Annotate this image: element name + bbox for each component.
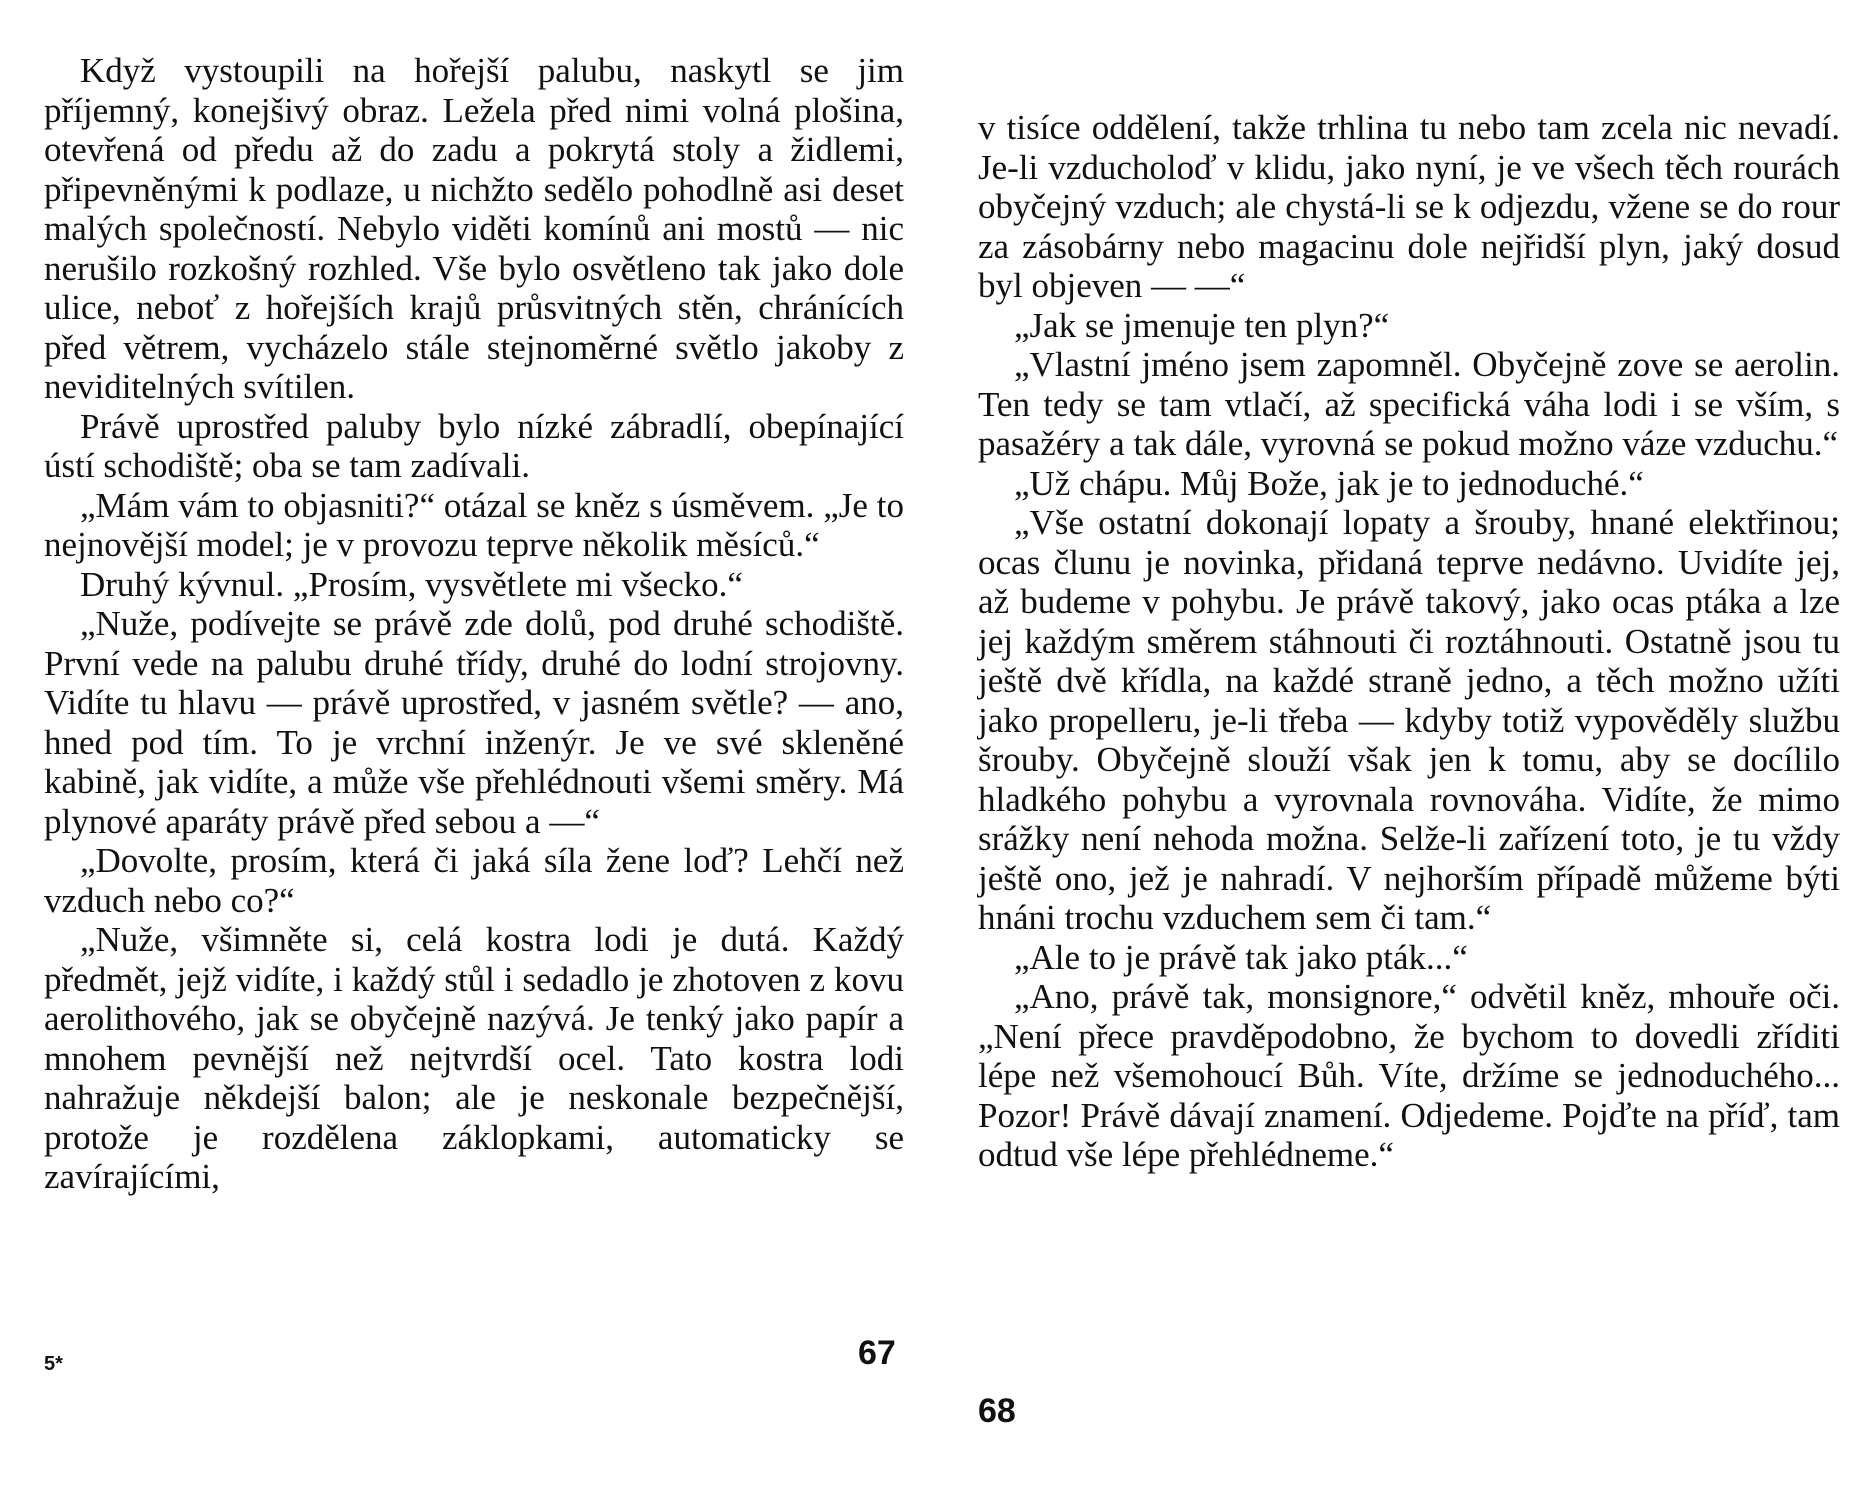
page-number: 68 (978, 1392, 1016, 1430)
right-page (932, 0, 1864, 1500)
paragraph: „Mám vám to objasniti?“ otázal se kněz s úsměvem. „Je to nejnovější model; je v provozu teprve několik měsíců.“ (44, 485, 904, 564)
signature-mark: 5* (44, 1353, 63, 1375)
paragraph: Právě uprostřed paluby bylo nízké zábradlí, obepínající ústí schodiště; oba se tam zadívali. (44, 406, 904, 485)
paragraph: „Vše ostatní dokonají lopaty a šrouby, hnané elektřinou; ocas člunu je novinka, přidaná teprve nedávno. Uvidíte jej, až budeme v pohybu. Je právě takový, jako ocas ptáka a lze jej každým směrem stáhnouti či roztáhnouti. Ostatně jsou tu ještě dvě křídla, na každé straně jedno, a těch možno užíti jako propelleru, je-li třeba — kdyby totiž vypověděly službu šrouby. Obyčejně slouží však jen k tomu, aby se docílilo hladkého pohybu a vyrovnala rovnováha. Vidíte, že mimo srážky není nehoda možna. Selže-li zařízení toto, je tu vždy ještě ono, jež je nahradí. V nejhorším případě můžeme býti hnáni trochu vzduchem sem či tam.“ (978, 503, 1840, 937)
paragraph: „Dovolte, prosím, která či jaká síla žene loď? Lehčí než vzduch nebo co?“ (44, 841, 904, 920)
paragraph: „Nuže, všimněte si, celá kostra lodi je dutá. Každý předmět, jejž vidíte, i každý stůl i sedadlo je zhotoven z kovu aerolithového, jak se obyčejně nazývá. Je tenký jako papír a mnohem pevnější než nejtvrdší ocel. Tato kostra lodi nahražuje někdejší balon; ale je neskonale bezpečnější, protože je rozdělena záklopkami, automaticky se zavírajícími, (44, 920, 904, 1196)
right-page-text (978, 108, 1840, 1175)
paragraph: „Jak se jmenuje ten plyn?“ (1014, 305, 1390, 345)
paragraph: v tisíce oddělení, takže trhlina tu nebo tam zcela nic nevadí. Je-li vzducholoď v klidu, jako nyní, je ve všech těch rourách obyčejný vzduch; ale chystá-li se k odjezdu, vžene se do rour za zásobárny nebo magacinu dole nejřidší plyn, jaký dosud byl objeven — —“ (978, 108, 1840, 305)
paragraph: „Nuže, podívejte se právě zde dolů, pod druhé schodiště. První vede na palubu druhé třídy, druhé do lodní strojovny. Vidíte tu hlavu — právě uprostřed, v jasném světle? — ano, hned pod tím. To je vrchní inženýr. Je ve své skleněné kabině, jak vidíte, a může vše přehlédnouti všemi směry. Má plynové aparáty právě před sebou a —“ (44, 604, 904, 841)
paragraph: „Ano, právě tak, monsignore,“ odvětil kněz, mhouře oči. „Není přece pravděpodobno, že bychom to dovedli zříditi lépe než všemohoucí Bůh. Víte, držíme se jednoduchého... Pozor! Právě dávají znamení. Odjedeme. Pojďte na příď, tam odtud vše lépe přehlédneme.“ (978, 977, 1840, 1174)
paragraph: „Už chápu. Můj Bože, jak je to jednoduché.“ (1014, 463, 1644, 503)
paragraph: „Vlastní jméno jsem zapomněl. Obyčejně zove se aerolin. Ten tedy se tam vtlačí, až specifická váha lodi i se vším, s pasažéry a tak dále, vyrovná se pokud možno váze vzduchu.“ (978, 345, 1840, 463)
paragraph: „Ale to je právě tak jako pták...“ (1014, 937, 1468, 977)
page-number: 67 (858, 1334, 896, 1372)
paragraph: Druhý kývnul. „Prosím, vysvětlete mi všecko.“ (80, 564, 743, 604)
left-page-text (44, 51, 904, 1197)
paragraph: Když vystoupili na hořejší palubu, naskytl se jim příjemný, konejšivý obraz. Ležela před nimi volná plošina, otevřená od předu až do zadu a pokrytá stoly a židlemi, připevněnými k podlaze, u nichžto sedělo pohodlně asi deset malých společností. Nebylo viděti komínů ani mostů — nic nerušilo rozkošný rozhled. Vše bylo osvětleno tak jako dole ulice, neboť z hořejších krajů průsvitných stěn, chránících před větrem, vycházelo stále stejnoměrné světlo jakoby z neviditelných svítilen. (44, 51, 904, 406)
